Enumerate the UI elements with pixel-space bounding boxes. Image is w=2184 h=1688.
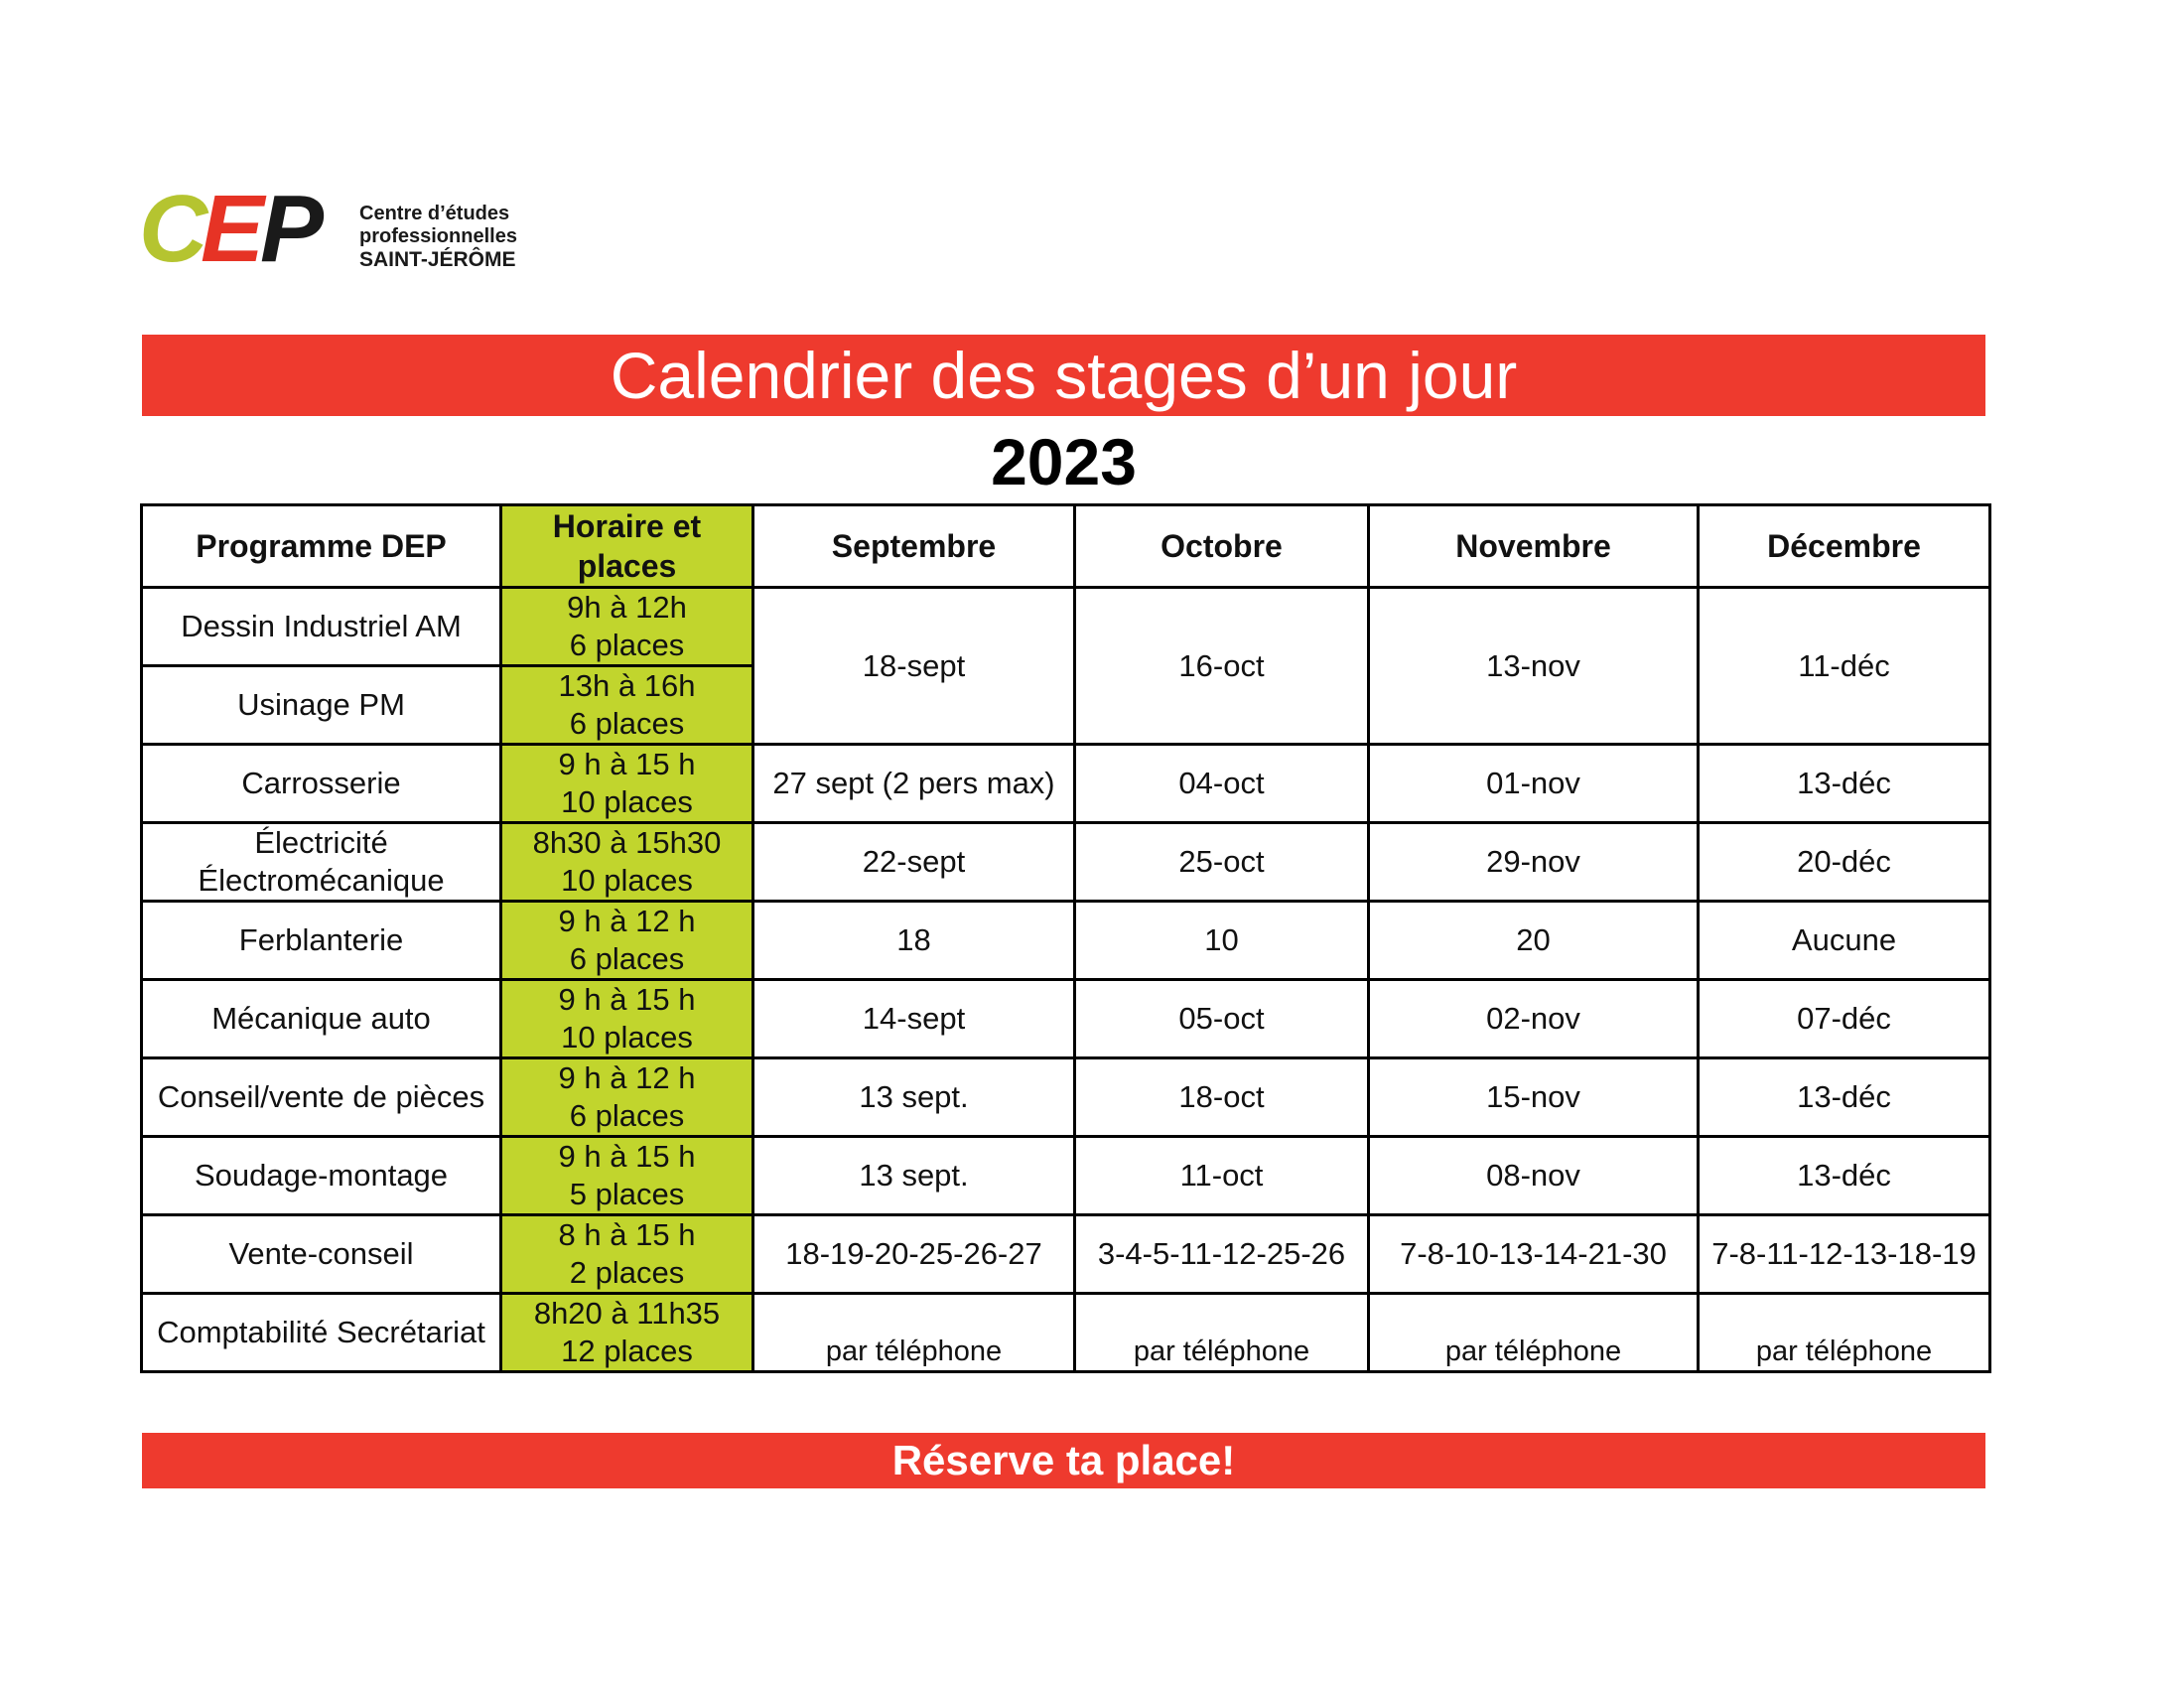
table-row (142, 1137, 1990, 1215)
program-cell: Usinage PM (142, 666, 501, 745)
phone-note: par téléphone (1755, 1336, 1933, 1367)
schedule-cell (501, 823, 753, 902)
year-heading: 2023 (991, 425, 1137, 498)
schedule-cell (501, 902, 753, 980)
table-row (142, 980, 1990, 1058)
november-cell: 08-nov (1369, 1137, 1699, 1215)
header-december: Décembre (1699, 505, 1990, 588)
october-cell: 3-4-5-11-12-25-26 (1075, 1215, 1369, 1294)
cep-logo-mark (139, 184, 357, 283)
schedule-places: 6 places (569, 941, 685, 976)
program-cell: Vente-conseil (142, 1215, 501, 1294)
schedule-hours: 8 h à 15 h (558, 1217, 696, 1252)
october-cell: 05-oct (1075, 980, 1369, 1058)
logo-wordmark (359, 203, 517, 271)
table-row (142, 745, 1990, 823)
header-november: Novembre (1369, 505, 1699, 588)
november-cell (1369, 1294, 1699, 1372)
october-cell: 04-oct (1075, 745, 1369, 823)
december-cell: 13-déc (1699, 1137, 1990, 1215)
december-cell: 07-déc (1699, 980, 1990, 1058)
schedule-cell (501, 1294, 753, 1372)
schedule-cell (501, 1058, 753, 1137)
december-cell: 7-8-11-12-13-18-19 (1699, 1215, 1990, 1294)
program-line-2: Électromécanique (198, 863, 445, 898)
september-cell: 27 sept (2 pers max) (753, 745, 1075, 823)
november-cell: 15-nov (1369, 1058, 1699, 1137)
program-cell: Soudage-montage (142, 1137, 501, 1215)
december-cell: 20-déc (1699, 823, 1990, 902)
phone-note: par téléphone (1133, 1336, 1310, 1367)
header-september: Septembre (753, 505, 1075, 588)
table-row (142, 588, 1990, 666)
table-row (142, 1058, 1990, 1137)
september-cell: 18-sept (753, 588, 1075, 745)
table-row (142, 1215, 1990, 1294)
table-header-row (142, 505, 1990, 588)
program-cell: Ferblanterie (142, 902, 501, 980)
november-cell: 01-nov (1369, 745, 1699, 823)
october-cell: 16-oct (1075, 588, 1369, 745)
table-row (142, 823, 1990, 902)
schedule-cell (501, 980, 753, 1058)
reserve-banner: Réserve ta place! (142, 1433, 1985, 1488)
schedule-places: 12 places (561, 1334, 693, 1368)
november-cell: 13-nov (1369, 588, 1699, 745)
october-cell: 10 (1075, 902, 1369, 980)
november-cell: 02-nov (1369, 980, 1699, 1058)
september-cell: 18 (753, 902, 1075, 980)
october-cell: 25-oct (1075, 823, 1369, 902)
september-cell: 22-sept (753, 823, 1075, 902)
svg-text:C: C (139, 184, 208, 282)
schedule-places: 2 places (569, 1255, 685, 1290)
svg-text:P: P (260, 184, 325, 282)
program-cell: Dessin Industriel AM (142, 588, 501, 666)
schedule-cell (501, 666, 753, 745)
header-october: Octobre (1075, 505, 1369, 588)
september-cell (753, 1294, 1075, 1372)
internship-calendar-table (140, 503, 1991, 1373)
schedule-hours: 9h à 12h (567, 590, 687, 625)
october-cell: 18-oct (1075, 1058, 1369, 1137)
logo-line-3: SAINT-JÉRÔME (359, 248, 516, 271)
schedule-cell (501, 588, 753, 666)
header-schedule: Horaire et places (501, 505, 753, 588)
december-cell: Aucune (1699, 902, 1990, 980)
schedule-places: 10 places (561, 863, 693, 898)
november-cell: 29-nov (1369, 823, 1699, 902)
schedule-places: 6 places (569, 1098, 685, 1133)
schedule-hours: 9 h à 15 h (558, 982, 696, 1017)
schedule-hours: 9 h à 12 h (558, 904, 696, 938)
cep-logo (139, 159, 536, 308)
logo-line-2: professionnelles (359, 225, 517, 247)
program-cell: Carrosserie (142, 745, 501, 823)
september-cell: 18-19-20-25-26-27 (753, 1215, 1075, 1294)
program-cell: Conseil/vente de pièces (142, 1058, 501, 1137)
schedule-hours: 13h à 16h (558, 668, 696, 703)
december-cell: 13-déc (1699, 745, 1990, 823)
schedule-cell (501, 1215, 753, 1294)
november-cell: 7-8-10-13-14-21-30 (1369, 1215, 1699, 1294)
schedule-hours: 9 h à 15 h (558, 1139, 696, 1174)
program-cell: Mécanique auto (142, 980, 501, 1058)
schedule-hours: 9 h à 15 h (558, 747, 696, 781)
schedule-hours: 9 h à 12 h (558, 1060, 696, 1095)
program-cell: Comptabilité Secrétariat (142, 1294, 501, 1372)
schedule-places: 10 places (561, 784, 693, 819)
page-title: Calendrier des stages d’un jour (142, 335, 1985, 416)
schedule-cell (501, 745, 753, 823)
schedule-places: 10 places (561, 1020, 693, 1055)
phone-note: par téléphone (825, 1336, 1003, 1367)
schedule-places: 6 places (569, 628, 685, 662)
schedule-hours: 8h30 à 15h30 (532, 825, 722, 860)
table-row (142, 1294, 1990, 1372)
phone-note: par téléphone (1444, 1336, 1622, 1367)
svg-text:E: E (201, 184, 265, 282)
december-cell (1699, 1294, 1990, 1372)
schedule-places: 5 places (569, 1177, 685, 1211)
logo-line-1: Centre d’études (359, 203, 510, 224)
november-cell: 20 (1369, 902, 1699, 980)
schedule-places: 6 places (569, 706, 685, 741)
program-line-1: Électricité (254, 825, 388, 860)
table-row (142, 902, 1990, 980)
december-cell: 13-déc (1699, 1058, 1990, 1137)
header-program: Programme DEP (142, 505, 501, 588)
program-cell (142, 823, 501, 902)
october-cell (1075, 1294, 1369, 1372)
schedule-cell (501, 1137, 753, 1215)
september-cell: 14-sept (753, 980, 1075, 1058)
september-cell: 13 sept. (753, 1058, 1075, 1137)
december-cell: 11-déc (1699, 588, 1990, 745)
october-cell: 11-oct (1075, 1137, 1369, 1215)
september-cell: 13 sept. (753, 1137, 1075, 1215)
schedule-hours: 8h20 à 11h35 (533, 1296, 721, 1331)
